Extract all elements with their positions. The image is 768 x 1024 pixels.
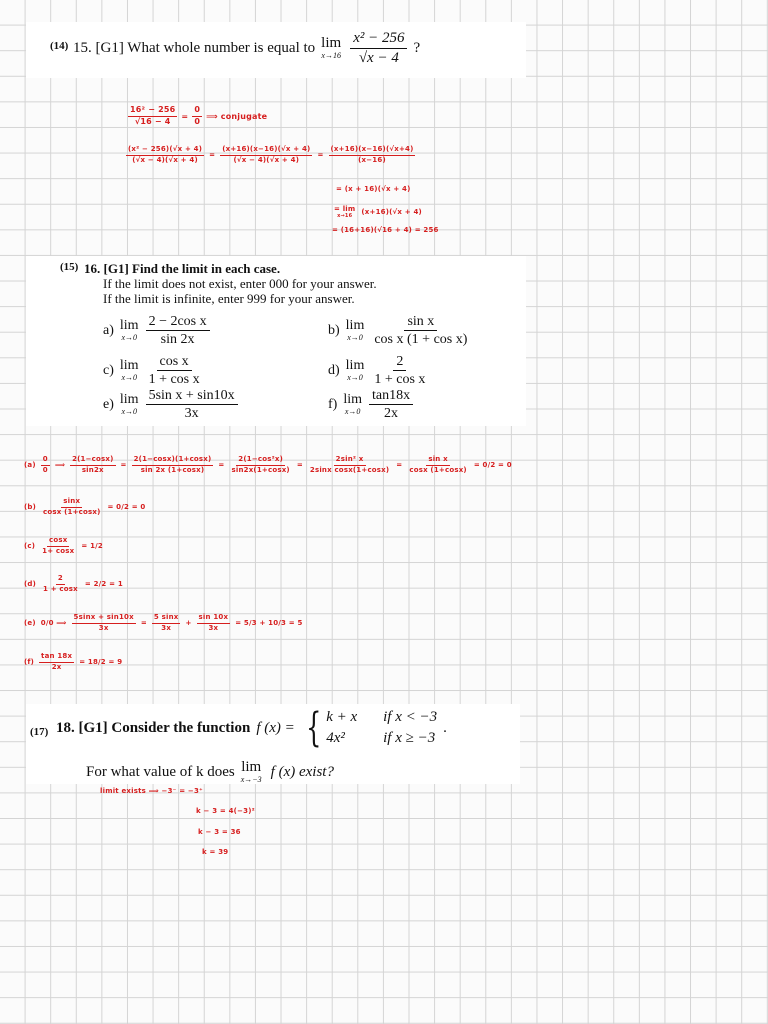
question-18-fx: f (x) = (256, 719, 295, 736)
hw18-line1: limit exists ⟹ −3⁻ = −3⁺ (100, 787, 203, 795)
q16-part-b: b) lim x→0 $\frac{\text{sin x}}{\text{cos x (1 + cos x)}}$ (328, 314, 468, 348)
question-18-number: (17) (30, 726, 49, 738)
question-15-lim: lim x→16 (321, 35, 342, 60)
question-18-title: 18. [G1] Consider the function f (x) = { k + x if x < −3 4x² if x ≥ −3 . (56, 705, 447, 751)
q16-part-c: c) lim x→0 $\frac{\text{cos x}}{\text{1 + cos x}}$ (103, 354, 200, 388)
question-16-line1: If the limit does not exist, enter 000 for your answer. (103, 276, 377, 291)
hw15-line4: = lim x→16 (x+16)(√x + 4) (334, 205, 422, 219)
question-16-line2: If the limit is infinite, enter 999 for your answer. (103, 291, 355, 306)
q16-part-f: f) lim x→0 $\frac{\tan 18x}{2x}$ (328, 388, 413, 422)
hw18-line2: k − 3 = 4(−3)² (196, 807, 255, 815)
hw16-a: (a) 0 0 ⟹ $\frac{2(1-\cos x)}{\sin 2x}$ = $\frac{2(1-\cos x)(1+\cos x)}{\sin 2x (1+\cos x)}$ = $\frac{\text{2(1−cos²x)}}{\sin 2x(1+\cos x)}$ = $\frac{\text{2sin² x}}{\text{2sinx cosx(1+cosx)}}$ = $\frac{\text{sin x}}{\cos x (1+\cos x)}$ = 0/2 = 0 (24, 455, 512, 474)
hw16-c: (c) $\frac{\cos x}{1+ \cos x}$ = 1/2 (24, 536, 103, 555)
question-16-number: (15) (60, 261, 79, 273)
q16-part-e: e) lim x→0 $\frac{\text{5sin x + sin10x}}{3x}$ (103, 388, 238, 422)
question-18-piecewise: { k + x if x < −3 4x² if x ≥ −3 (305, 705, 438, 751)
question-15-text: 15. [G1] What whole number is equal to (73, 39, 316, 56)
hw16-f: (f) $\frac{\tan 18x}{2x}$ = 18/2 = 9 (24, 652, 123, 671)
question-16-title: 16. [G1] Find the limit in each case. (84, 261, 281, 276)
hw15-line3: = (x + 16)(√x + 4) (336, 185, 411, 193)
question-15-title (73, 30, 420, 66)
hw16-e: (e) 0/0 ⟹ $\frac{5\sin x + \sin 10x}{3x}$ = $\frac{5 \sin x}{3x}$ + $\frac{\sin 10x}{3x}$ = 5/3 + 10/3 = 5 (24, 613, 303, 632)
question-15-fraction (350, 30, 407, 66)
question-18-question: For what value of k does lim x→−3 f (x) exist? (86, 759, 334, 784)
question-15-numerator: x² − 256 (350, 30, 407, 49)
hw16-d: (d) $\frac{2}{1 + \cos x}$ = 2/2 = 1 (24, 574, 123, 593)
hw15-line2: $\frac{\text{(x² − 256)(√x + 4)}}{(√x - 4)(√x + 4)}$ = $\frac{(x+16)(x-16)(√x + 4)}{(√x - 4)(√x + 4)}$ = $\frac{(x+16)(x-16)(√x+4)}{(x-16)}$ (128, 145, 414, 164)
question-15-number: (14) (50, 40, 69, 52)
question-15-denominator: √x − 4 (358, 49, 399, 66)
hw15-line1: $\frac{\text{16² − 256}}{√16 - 4}$ = $\frac{0}{0}$ ⟹ conjugate (130, 105, 268, 126)
hw18-line3: k − 3 = 36 (198, 828, 241, 836)
hw16-b: (b) $\frac{\sin x}{\cos x (1+\cos x)}$ = 0/2 = 0 (24, 497, 146, 516)
hw15-line5: = (16+16)(√16 + 4) = 256 (332, 226, 439, 234)
question-15-suffix: ? (413, 39, 421, 56)
q16-part-a: a) lim x→0 $\frac{\text{2 − 2cos x}}{\sin 2x}$ (103, 314, 210, 348)
hw18-line4: k = 39 (202, 848, 229, 856)
q16-part-d: d) lim x→0 $\frac{2}{\text{1 + cos x}}$ (328, 354, 426, 388)
